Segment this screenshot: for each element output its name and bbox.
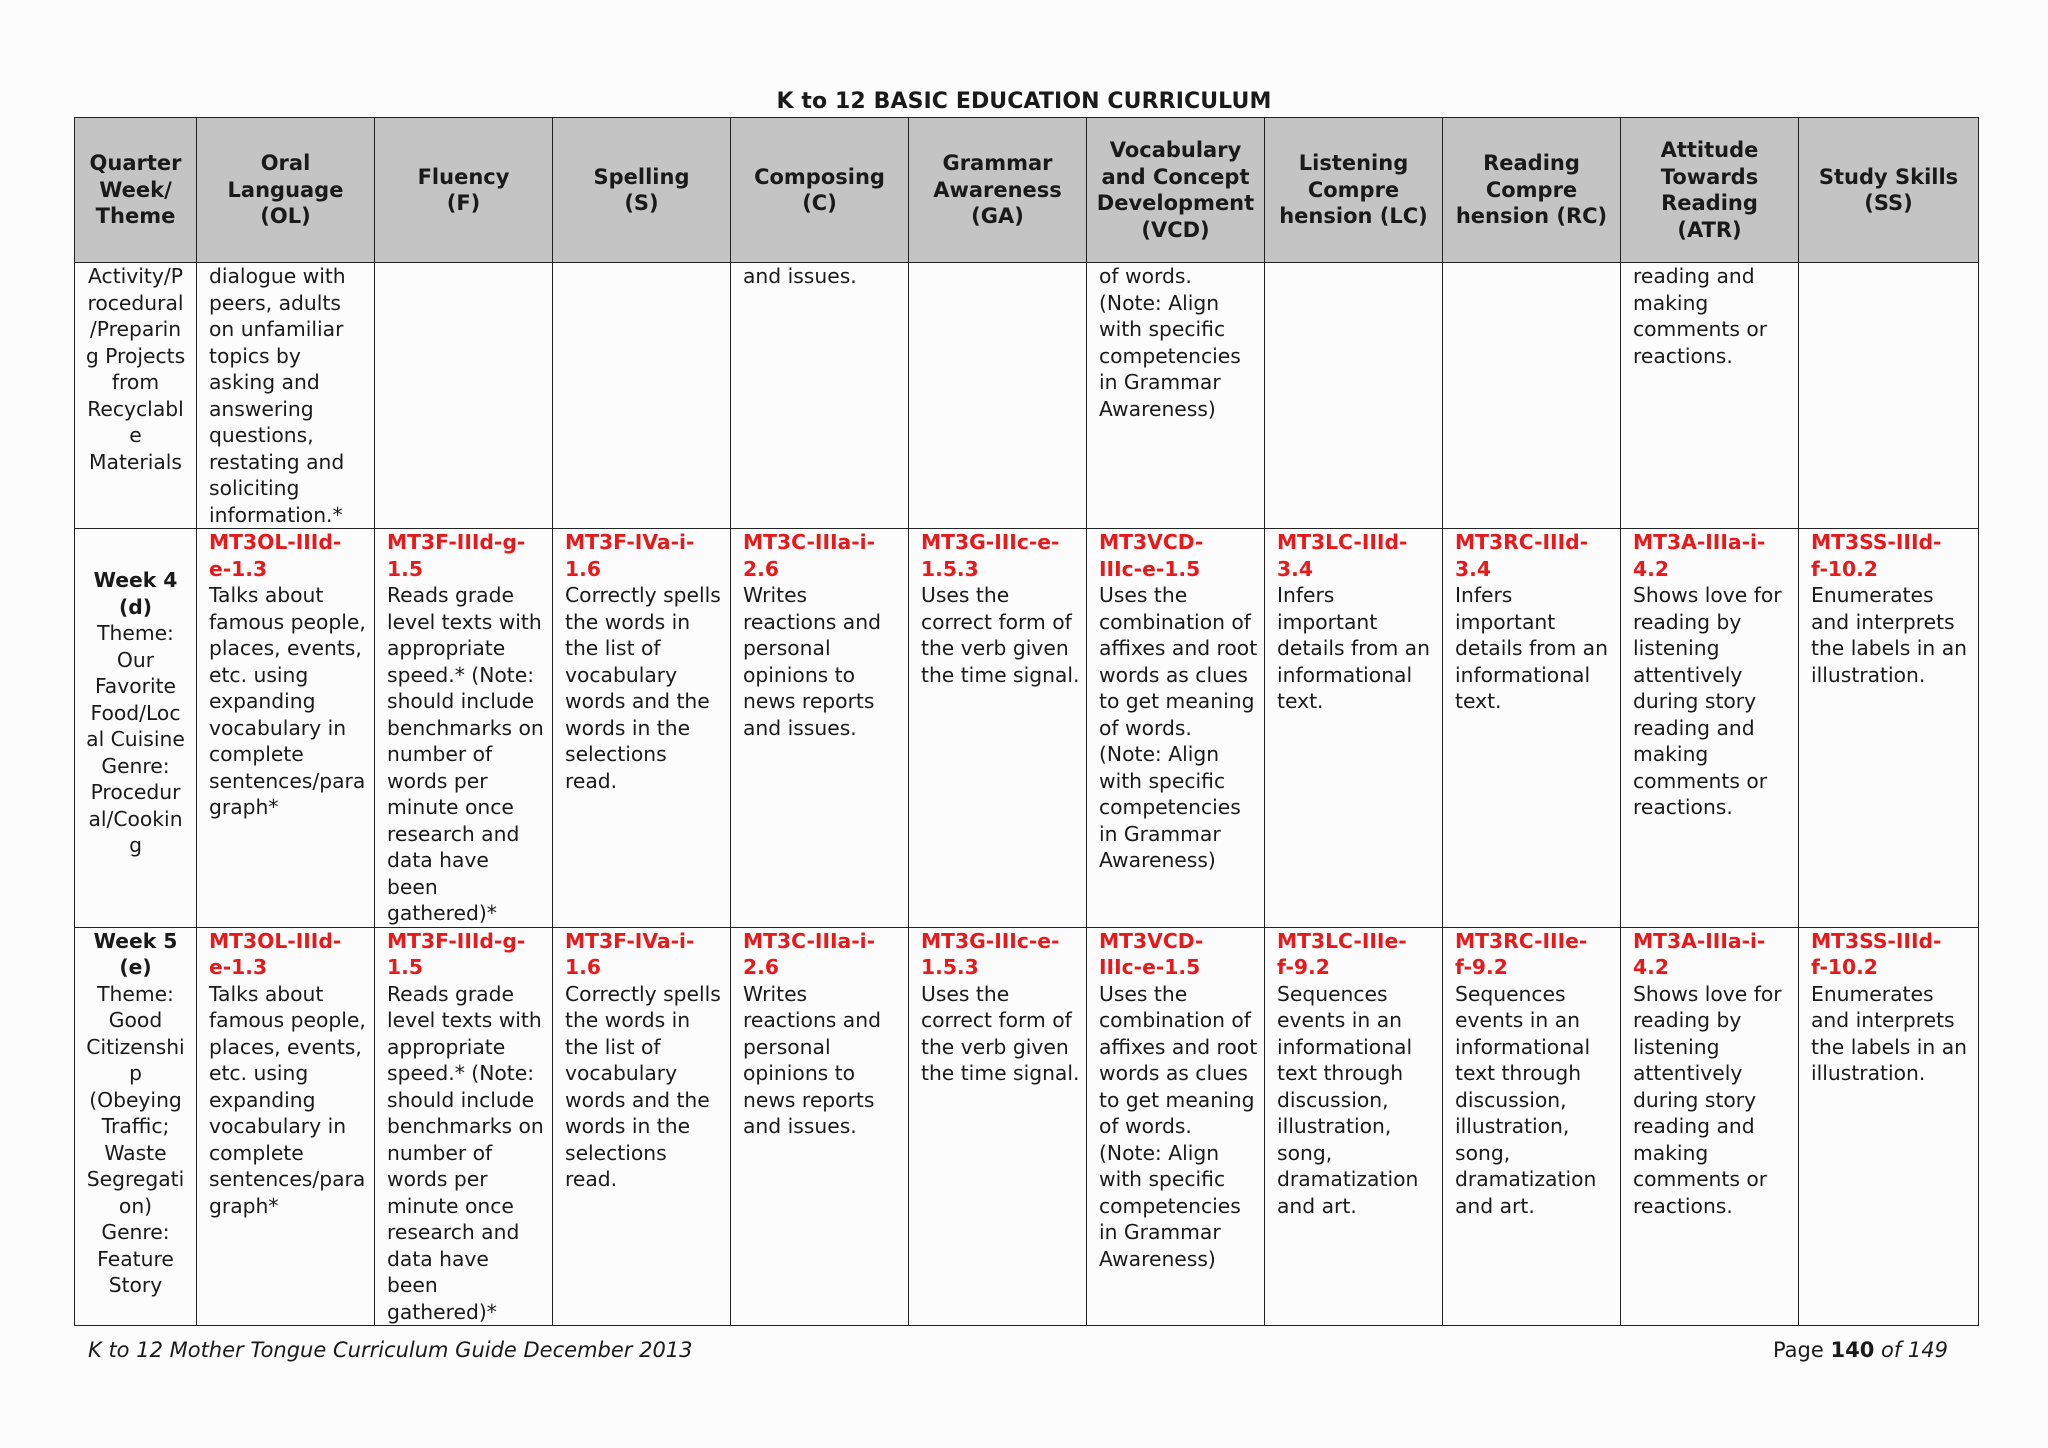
page-number: 140 [1830,1338,1875,1362]
header-label: Attitude Towards Reading (ATR) [1660,138,1759,242]
header-vocabulary [1087,118,1265,263]
competency-code: MT3SS-IIId- f-10.2 [1811,928,1942,979]
competency-text: Correctly spells the words in the list of vocabulary words and the words in the selections read. [565,583,721,793]
table-cell [1087,927,1265,1326]
table-cell [909,263,1087,529]
document-title: K to 12 BASIC EDUCATION CURRICULUM [776,89,1272,114]
table-cell [197,529,375,928]
table-cell [197,263,375,529]
competency-text: reading and making comments or reactions. [1633,264,1768,368]
header-label: Composing (C) [754,164,885,215]
header-oral-language [197,118,375,263]
table-cell [1443,263,1621,529]
quarter-cell [75,529,197,928]
competency-text: Talks about famous people, places, events, etc. using expanding vocabulary in complete sentences/para graph* [209,583,366,819]
competency-text: Reads grade level texts with appropriate speed.* (Note: should include benchmarks on number of words per minute once research and data have been gathered)* [387,981,544,1324]
header-label: Vocabulary and Concept Development (VCD) [1096,138,1255,242]
competency-text: Sequences events in an informational text through discussion, illustration, song, dramatization and art. [1455,981,1597,1218]
competency-text: Correctly spells the words in the list of vocabulary words and the words in the selections read. [565,981,721,1191]
table-cell [1621,263,1799,529]
competency-text: and issues. [743,264,857,288]
header-label: Reading Compre hension (RC) [1455,151,1608,229]
header-label: Study Skills (SS) [1818,164,1959,215]
header-listening [1265,118,1443,263]
table-cell [553,263,731,529]
competency-text: Shows love for reading by listening attentively during story reading and making comments or reactions. [1633,981,1782,1218]
competency-text: Uses the combination of affixes and root words as clues to get meaning of words. (Note: Align with specific competencies in Grammar Awareness) [1099,981,1258,1271]
header-label: Quarter Week/ Theme [89,151,182,229]
header-fluency [375,118,553,263]
table-cell [1087,263,1265,529]
table-cell [909,927,1087,1326]
competency-code: MT3F-IIId-g- 1.5 [387,928,526,979]
header-reading [1443,118,1621,263]
header-attitude [1621,118,1799,263]
quarter-cell [75,263,197,529]
competency-code: MT3F-IVa-i- 1.6 [565,530,695,581]
footer-page-indicator [1773,1338,1948,1362]
header-label: Oral Language (OL) [227,151,344,229]
table-cell [1621,927,1799,1326]
table-cell [1443,927,1621,1326]
competency-code: MT3G-IIIc-e- 1.5.3 [921,530,1060,581]
competency-code: MT3VCD- IIIc-e-1.5 [1099,928,1204,979]
table-cell [1265,529,1443,928]
page-prefix: Page [1772,1338,1824,1362]
competency-code: MT3VCD- IIIc-e-1.5 [1099,530,1204,581]
table-cell [731,263,909,529]
theme-text: Theme: Our Favorite Food/Loc al Cuisine Genre: Procedur al/Cookin g [86,621,185,857]
table-cell [1799,263,1979,529]
competency-code: MT3F-IIId-g- 1.5 [387,530,526,581]
table-cell [197,927,375,1326]
header-label: Grammar Awareness (GA) [933,151,1062,229]
table-cell [1265,263,1443,529]
theme-text: Activity/P rocedural /Preparin g Projects from Recyclabl e Materials [85,264,186,474]
competency-code: MT3RC-IIIe- f-9.2 [1455,928,1588,979]
week-label: Week 4 (d) [93,568,178,619]
competency-text: Sequences events in an informational text through discussion, illustration, song, dramatization and art. [1277,981,1419,1218]
competency-text: Infers important details from an informational text. [1277,583,1430,713]
header-label: Spelling (S) [593,164,690,215]
table-cell [553,927,731,1326]
table-cell [1799,529,1979,928]
competency-code: MT3LC-IIIe- f-9.2 [1277,928,1407,979]
competency-code: MT3C-IIIa-i- 2.6 [743,530,876,581]
curriculum-table [74,117,1979,1326]
competency-code: MT3A-IIIa-i- 4.2 [1633,530,1766,581]
competency-code: MT3G-IIIc-e- 1.5.3 [921,928,1060,979]
competency-code: MT3OL-IIId- e-1.3 [209,928,342,979]
quarter-cell [75,927,197,1326]
competency-text: Uses the combination of affixes and root words as clues to get meaning of words. (Note: Align with specific competencies in Grammar Awareness) [1099,583,1258,872]
competency-text: Uses the correct form of the verb given the time signal. [921,583,1080,687]
table-row [75,263,1979,529]
week-label: Week 5 (e) [93,928,178,979]
table-cell [375,263,553,529]
header-label: Fluency (F) [417,164,510,215]
competency-code: MT3OL-IIId- e-1.3 [209,530,342,581]
table-cell [1087,529,1265,928]
table-header-row [75,118,1979,263]
competency-code: MT3LC-IIId- 3.4 [1277,530,1408,581]
competency-text: of words. (Note: Align with specific competencies in Grammar Awareness) [1099,264,1241,421]
competency-text: Writes reactions and personal opinions to news reports and issues. [743,981,881,1138]
table-row [75,529,1979,928]
header-composing [731,118,909,263]
table-cell [375,927,553,1326]
table-cell [553,529,731,928]
table-cell [909,529,1087,928]
table-cell [731,529,909,928]
competency-text: Talks about famous people, places, events, etc. using expanding vocabulary in complete sentences/para graph* [209,981,366,1218]
competency-text: Enumerates and interprets the labels in an illustration. [1811,583,1968,687]
table-cell [375,529,553,928]
competency-code: MT3A-IIIa-i- 4.2 [1633,928,1766,979]
competency-code: MT3RC-IIId- 3.4 [1455,530,1589,581]
header-quarter [75,118,197,263]
header-study-skills [1799,118,1979,263]
header-grammar-awareness [909,118,1087,263]
table-cell [731,927,909,1326]
page-total: of 149 [1881,1338,1948,1362]
competency-text: Writes reactions and personal opinions to news reports and issues. [743,583,881,740]
footer-guide-title: K to 12 Mother Tongue Curriculum Guide December 2013 [88,1338,693,1362]
competency-code: MT3F-IVa-i- 1.6 [565,928,695,979]
table-cell [1799,927,1979,1326]
competency-text: Enumerates and interprets the labels in an illustration. [1811,981,1968,1085]
theme-text: Theme: Good Citizenshi p (Obeying Traffic; Waste Segregati on) Genre: Feature Story [86,981,185,1297]
table-cell [1265,927,1443,1326]
competency-text: Infers important details from an informational text. [1455,583,1608,713]
header-label: Listening Compre hension (LC) [1279,151,1428,229]
table-cell [1621,529,1799,928]
competency-code: MT3C-IIIa-i- 2.6 [743,928,876,979]
competency-code: MT3SS-IIId- f-10.2 [1811,530,1942,581]
competency-text: Shows love for reading by listening attentively during story reading and making comments or reactions. [1633,583,1782,819]
competency-text: dialogue with peers, adults on unfamiliar topics by asking and answering questions, restating and soliciting information.* [209,264,346,527]
header-spelling [553,118,731,263]
table-row [75,927,1979,1326]
competency-text: Reads grade level texts with appropriate speed.* (Note: should include benchmarks on number of words per minute once research and data have been gathered)* [387,583,544,925]
competency-text: Uses the correct form of the verb given the time signal. [921,981,1080,1085]
table-cell [1443,529,1621,928]
